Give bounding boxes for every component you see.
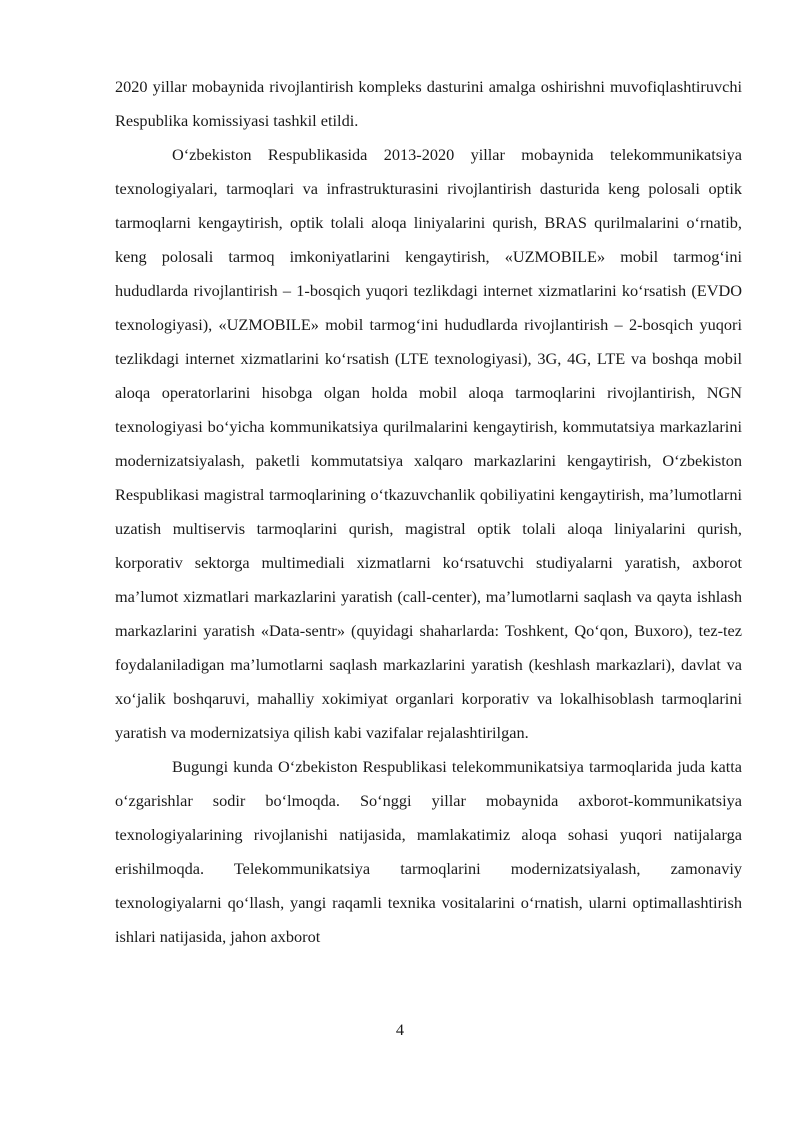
paragraph-continuation: 2020 yillar mobaynida rivojlantirish kompleks dasturini amalga oshirishni muvofiqlashtiruvchi Respublika komissiyasi tashkil etildi. bbox=[115, 77, 742, 130]
page-number: 4 bbox=[395, 1020, 405, 1039]
paragraph-development-program: O‘zbekiston Respublikasida 2013-2020 yillar mobaynida telekommunikatsiya texnologiyalari, tarmoqlari va infrastrukturasini rivojlantirish dasturida keng polosali optik tarmoqlarni kengaytirish, optik tolali aloqa liniyalarini qurish, BRAS qurilmalarini o‘rnatib, keng polosali tarmoq imkoniyatlarini kengaytirish, «UZMOBILE» mobil tarmog‘ini hududlarda rivojlantirish – 1-bosqich yuqori tezlikdagi internet xizmatlarini ko‘rsatish (EVDO texnologiyasi), «UZMOBILE» mobil tarmog‘ini hududlarda rivojlantirish – 2-bosqich yuqori tezlikdagi internet xizmatlarini ko‘rsatish (LTE texnologiyasi), 3G, 4G, LTE va boshqa mobil aloqa operatorlarini hisobga olgan holda mobil aloqa tarmoqlarini rivojlantirish, NGN texnologiyasi bo‘yicha kommunikatsiya qurilmalarini kengaytirish, kommutatsiya markazlarini modernizatsiyalash, paketli kommutatsiya xalqaro markazlarini kengaytirish, O‘zbekiston Respublikasi magistral tarmoqlarining o‘tkazuvchanlik qobiliyatini kengaytirish, ma’lumotlarni uzatish multiservis tarmoqlarini qurish, magistral optik tolali aloqa liniyalarini qurish, korporativ sektorga multimediali xizmatlarni ko‘rsatuvchi studiyalarni yaratish, axborot ma’lumot xizmatlari markazlarini yaratish (call-center), ma’lumotlarni saqlash va qayta ishlash markazlarini yaratish «Data-sentr» (quyidagi shaharlarda: Toshkent, Qo‘qon, Buxoro), tez-tez foydalaniladigan ma’lumotlarni saqlash markazlarini yaratish (keshlash markazlari), davlat va xo‘jalik boshqaruvi, mahalliy xokimiyat organlari korporativ va lokalhisoblash tarmoqlarini yaratish va modernizatsiya qilish kabi vazifalar rejalashtirilgan. bbox=[115, 145, 742, 742]
document-page bbox=[115, 70, 742, 954]
paragraph-current-changes: Bugungi kunda O‘zbekiston Respublikasi telekommunikatsiya tarmoqlarida juda katta o‘zgarishlar sodir bo‘lmoqda. So‘nggi yillar mobaynida axborot-kommunikatsiya texnologiyalarining rivojlanishi natijasida, mamlakatimiz aloqa sohasi yuqori natijalarga erishilmoqda. Telekommunikatsiya tarmoqlarini modernizatsiyalash, zamonaviy texnologiyalarni qo‘llash, yangi raqamli texnika vositalarini o‘rnatish, ularni optimallashtirish ishlari natijasida, jahon axborot bbox=[115, 757, 742, 946]
